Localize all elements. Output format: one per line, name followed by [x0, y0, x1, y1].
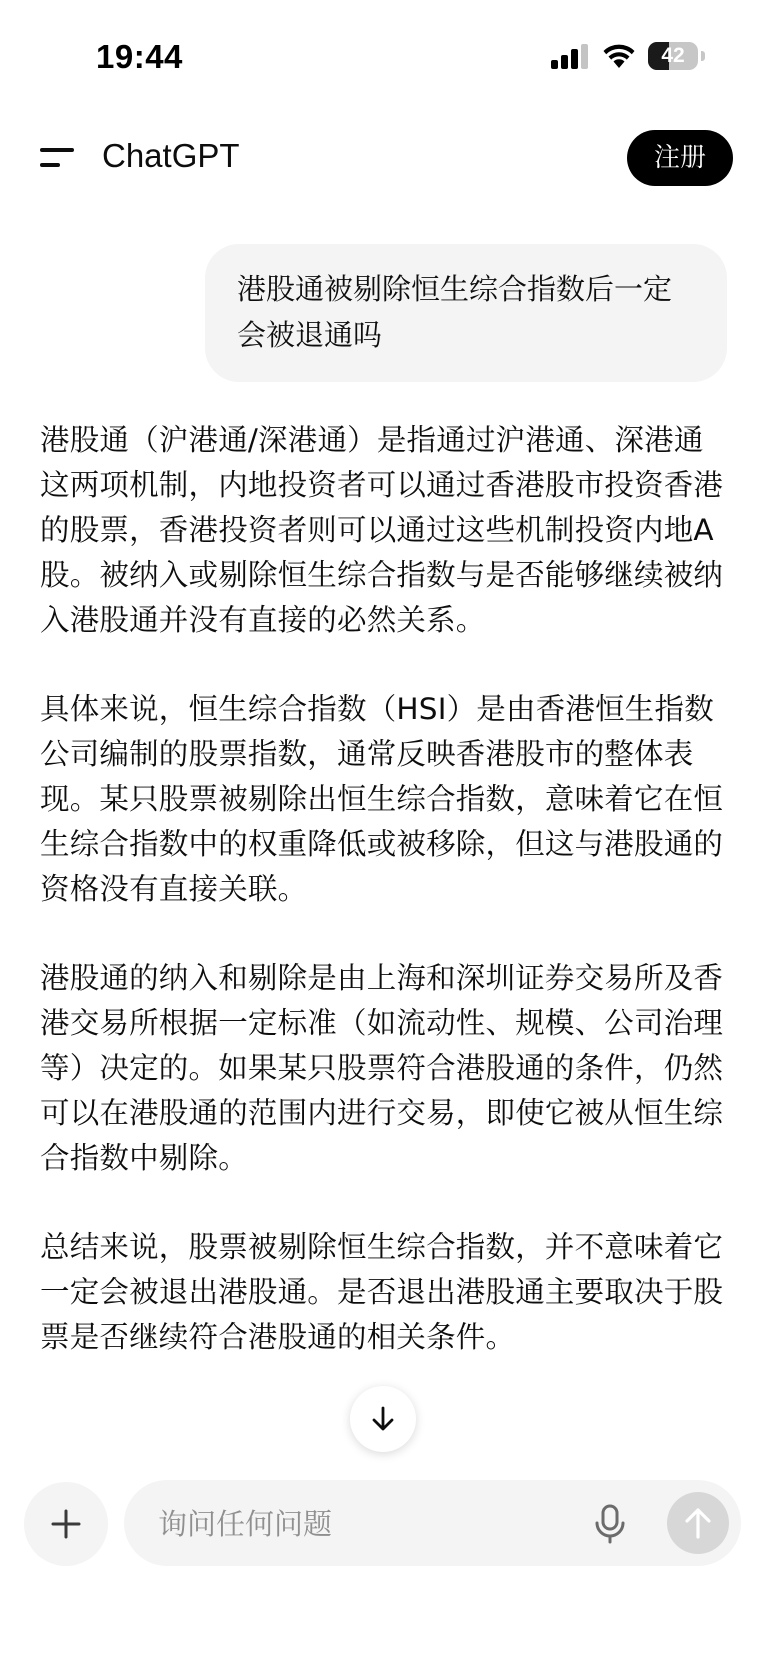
- assistant-paragraph: 具体来说，恒生综合指数（HSI）是由香港恒生指数公司编制的股票指数，通常反映香港股市的整体表现。某只股票被剔除出恒生综合指数，意味着它在恒生综合指数中的权重降低或被移除，但这与港股通的资格没有直接关联。: [40, 692, 724, 906]
- status-bar: [0, 0, 769, 110]
- message-composer: [124, 1480, 741, 1566]
- app-title: ChatGPT: [102, 137, 240, 174]
- attach-button[interactable]: [24, 1482, 108, 1566]
- microphone-icon[interactable]: [594, 1504, 626, 1544]
- user-message-bubble: 港股通被剔除恒生综合指数后一定会被退通吗: [205, 244, 727, 382]
- battery-icon: [648, 42, 706, 72]
- signal-icon: [551, 44, 591, 70]
- scroll-down-button[interactable]: [350, 1386, 416, 1452]
- assistant-paragraph: 港股通的纳入和剔除是由上海和深圳证券交易所及香港交易所根据一定标准（如流动性、规模、公司治理等）决定的。如果某只股票符合港股通的条件，仍然可以在港股通的范围内进行交易，即使它被从恒生综合指数中剔除。: [40, 961, 724, 1175]
- status-time: 19:44: [96, 38, 183, 75]
- send-button[interactable]: [667, 1492, 729, 1554]
- wifi-icon: [601, 42, 637, 70]
- arrow-up-icon: [682, 1506, 714, 1540]
- arrow-down-icon: [369, 1405, 397, 1433]
- message-input[interactable]: [156, 1480, 580, 1568]
- assistant-message: [40, 418, 730, 1404]
- menu-icon[interactable]: [40, 146, 76, 170]
- assistant-paragraph: 总结来说，股票被剔除恒生综合指数，并不意味着它一定会被退出港股通。是否退出港股通主要取决于股票是否继续符合港股通的相关条件。: [40, 1230, 724, 1354]
- battery-level: 42: [661, 44, 685, 67]
- assistant-paragraph: 港股通（沪港通/深港通）是指通过沪港通、深港通这两项机制，内地投资者可以通过香港股市投资香港的股票，香港投资者则可以通过这些机制投资内地A股。被纳入或剔除恒生综合指数与是否能够继续被纳入港股通并没有直接的必然关系。: [40, 423, 724, 637]
- plus-icon: [50, 1508, 82, 1540]
- signup-button[interactable]: 注册: [627, 130, 733, 186]
